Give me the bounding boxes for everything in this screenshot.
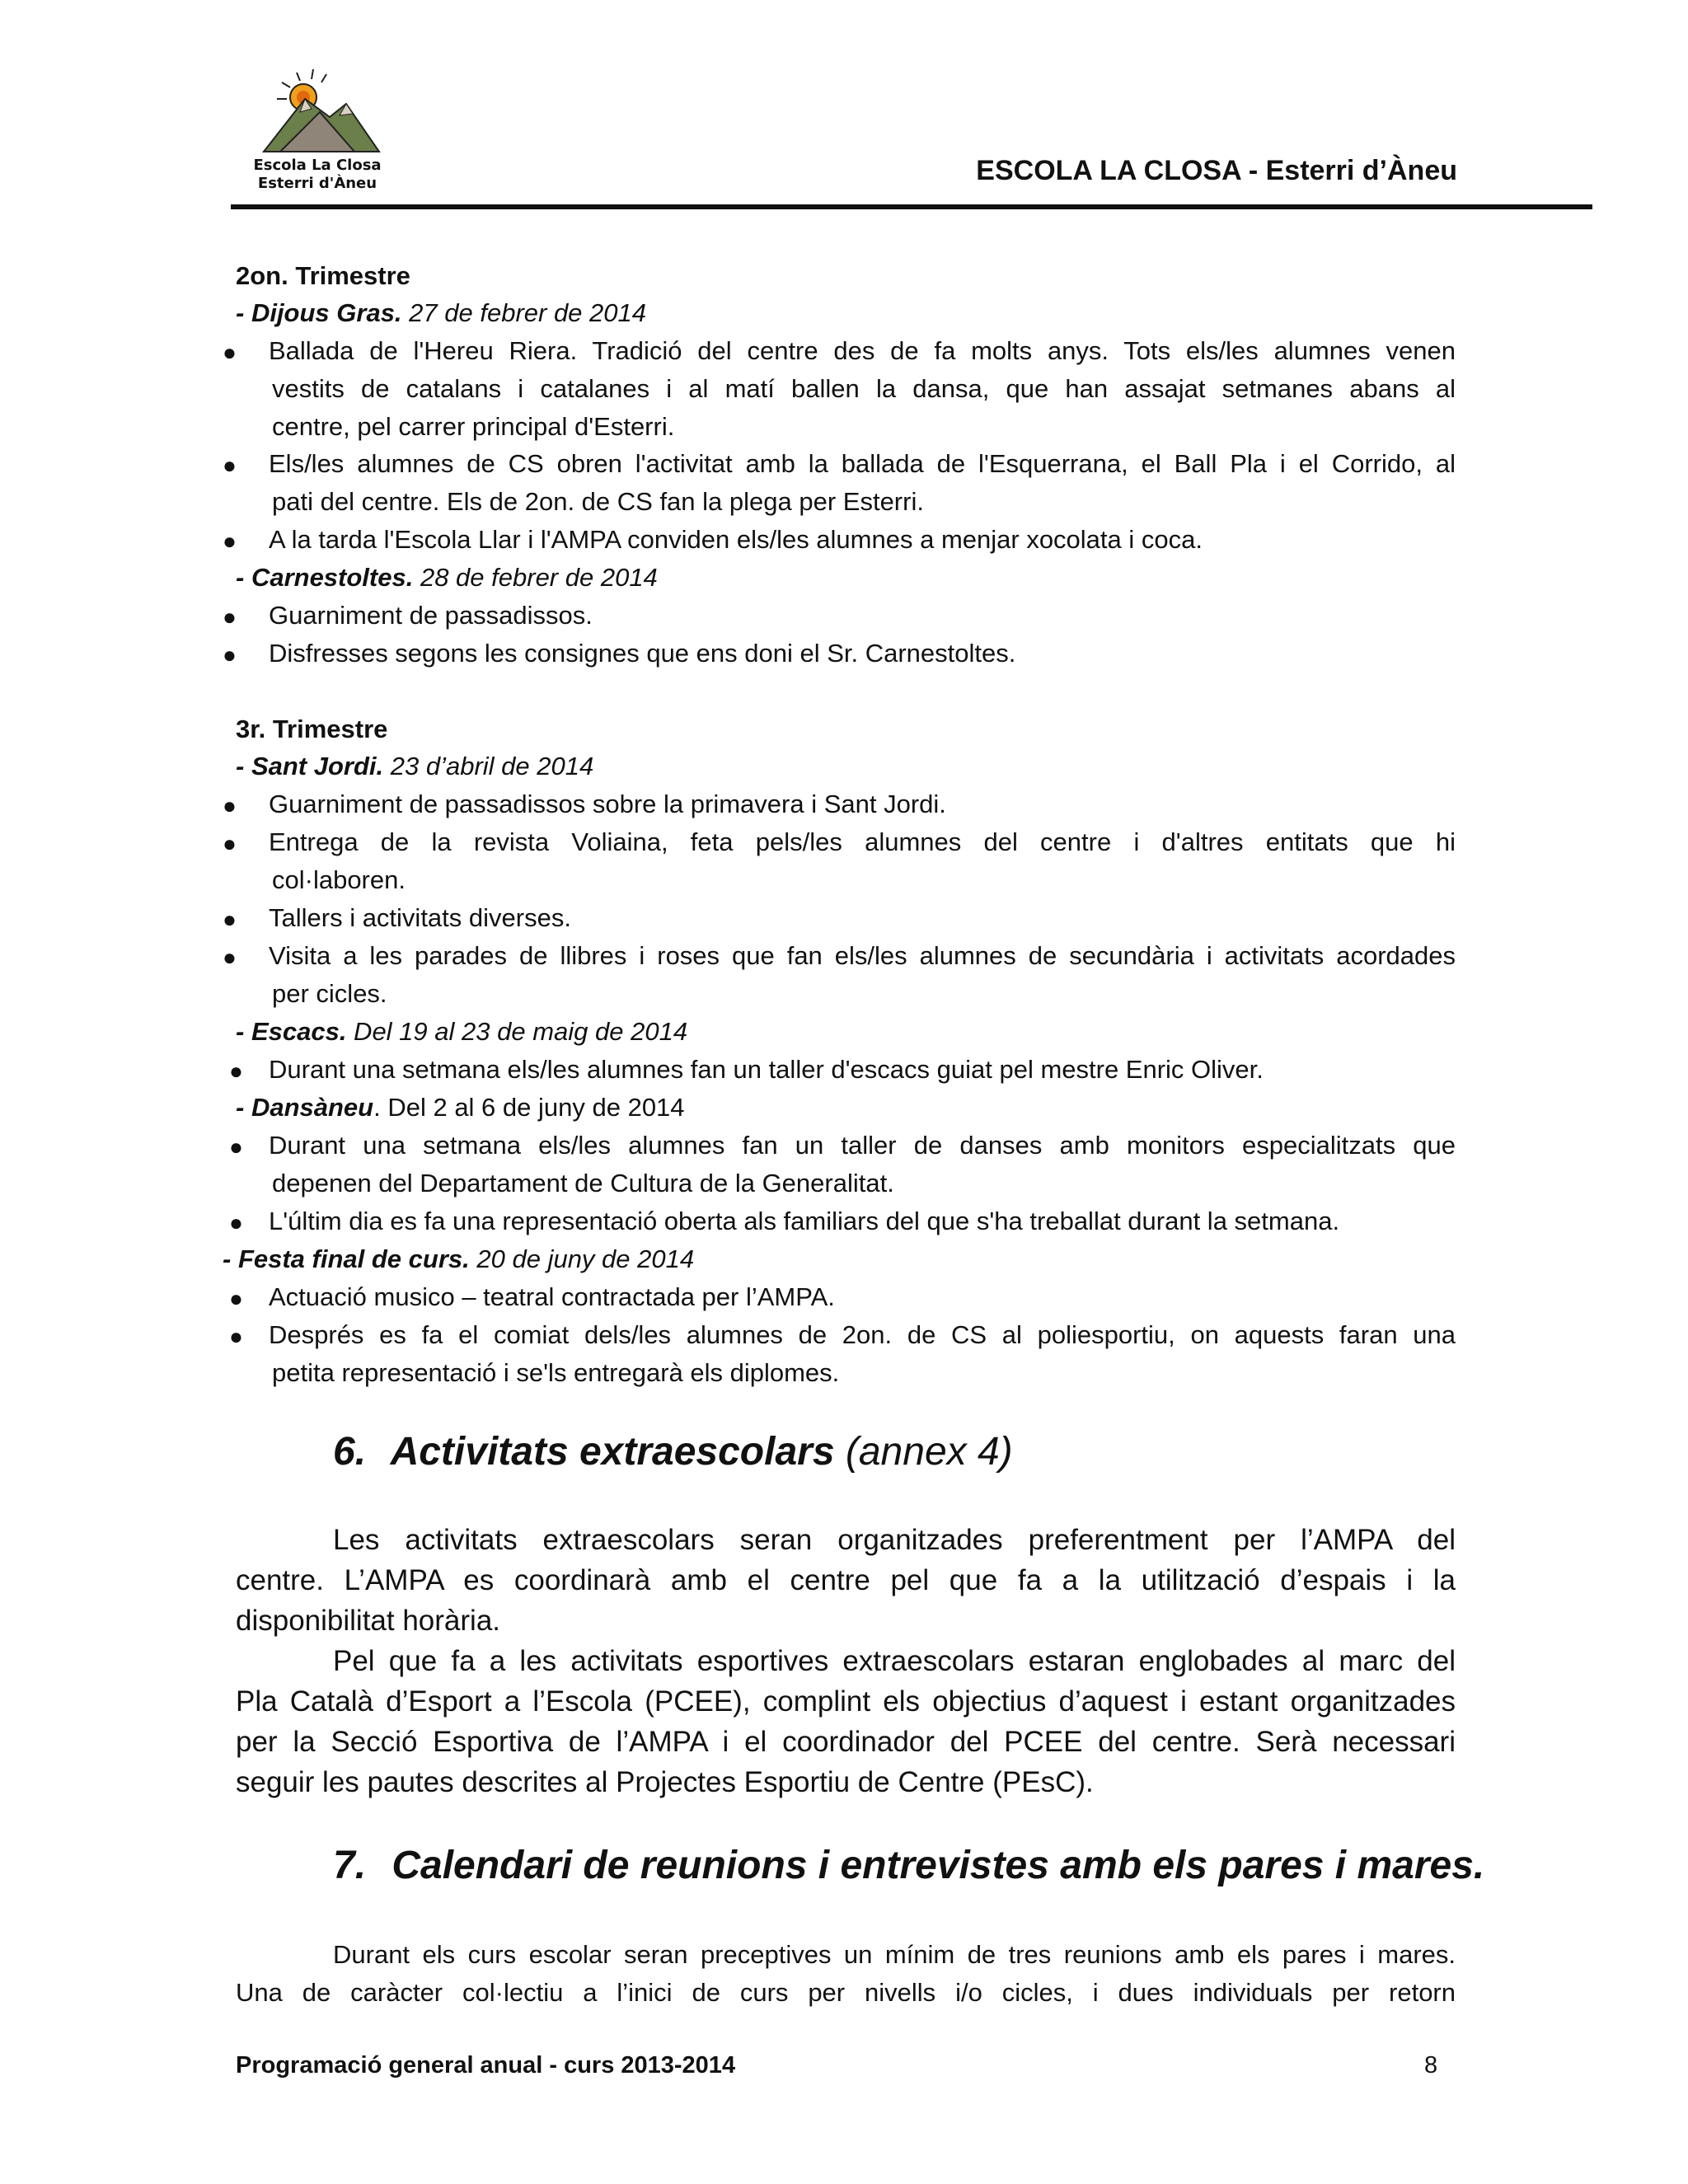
list-item: [269, 1051, 1456, 1089]
list-item: [269, 899, 1456, 937]
header-divider: [231, 204, 1592, 209]
section-6-heading: [333, 1429, 1013, 1474]
bullet-icon: ●: [223, 340, 237, 365]
event-prefix: -: [236, 298, 251, 327]
section-6-paragraph-2: [236, 1641, 1456, 1802]
header-title: ESCOLA LA CLOSA - Esterri d’Àneu: [976, 155, 1457, 186]
list-item: [269, 521, 1456, 559]
event-date: 28 de febrer de 2014: [413, 563, 658, 592]
event-name: Carnestoltes.: [251, 563, 414, 592]
event-name: Escacs.: [251, 1017, 347, 1046]
item-line: Actuació musico – teatral contractada per l’AMPA.: [269, 1282, 835, 1311]
item-line: depenen del Departament de Cultura de la Generalitat.: [272, 1169, 894, 1197]
bullet-icon: ●: [223, 642, 237, 668]
list-item: [269, 635, 1456, 673]
event-date: . Del 2 al 6 de juny de 2014: [373, 1093, 685, 1122]
item-line: Durant una setmana els/les alumnes fan un taller d'escacs guiat pel mestre Enric Oliver.: [269, 1055, 1264, 1084]
event-name: Dansàneu: [251, 1093, 374, 1122]
item-line: col·laboren.: [272, 865, 406, 894]
trimestre3-heading: 3r. Trimestre: [236, 715, 388, 743]
bullet-icon: ●: [223, 528, 237, 554]
list-item: [269, 785, 1456, 823]
item-line: petita representació i se'ls entregarà els diplomes.: [272, 1358, 840, 1387]
bullet-icon: ●: [229, 1134, 243, 1160]
event-prefix: -: [236, 1093, 251, 1122]
bullet-icon: ●: [229, 1058, 243, 1084]
list-item: [269, 1316, 1456, 1392]
item-line: Disfresses segons les consignes que ens doni el Sr. Carnestoltes.: [269, 639, 1016, 668]
item-line: Guarniment de passadissos sobre la primavera i Sant Jordi.: [269, 790, 946, 818]
section-number: 7.: [333, 1844, 367, 1887]
event-escacs: [236, 1013, 1456, 1051]
item-line: Els/les alumnes de CS obren l'activitat amb la ballada de l'Esquerrana, el Ball Pla i el Corrido, al: [269, 449, 1456, 478]
para-line: Pla Català d’Esport a l’Escola (PCEE), complint els objectius d’aquest i estant organitzades: [236, 1685, 1456, 1718]
item-line: A la tarda l'Escola Llar i l'AMPA conviden els/les alumnes a menjar xocolata i coca.: [269, 525, 1203, 554]
bullet-icon: ●: [223, 944, 237, 970]
bullet-icon: ●: [223, 604, 237, 630]
bullet-icon: ●: [223, 452, 237, 478]
section-title: Calendari de reunions i entrevistes amb els pares i mares.: [392, 1844, 1485, 1887]
bullet-icon: ●: [229, 1286, 243, 1311]
section-7-paragraph: [236, 1936, 1456, 2012]
page-number: 8: [1424, 2052, 1438, 2079]
para-line: per la Secció Esportiva de l’AMPA i el coordinador del PCEE del centre. Serà necessari: [236, 1726, 1456, 1758]
event-sant-jordi: [236, 748, 1456, 785]
bullet-icon: ●: [229, 1210, 243, 1235]
event-carnestoltes: [236, 559, 1456, 597]
trimestre2-heading: 2on. Trimestre: [236, 261, 410, 290]
para-line: Pel que fa a les activitats esportives extraescolars estaran englobades al marc del: [333, 1645, 1456, 1677]
logo-text: [247, 157, 387, 193]
para-line: disponibilitat horària.: [236, 1605, 501, 1637]
item-line: Tallers i activitats diverses.: [269, 903, 571, 932]
item-line: pati del centre. Els de 2on. de CS fan la plega per Esterri.: [272, 487, 924, 516]
item-line: centre, pel carrer principal d'Esterri.: [272, 412, 675, 441]
para-line: Durant els curs escolar seran preceptives un mínim de tres reunions amb els pares i mares.: [333, 1940, 1456, 1969]
item-line: Guarniment de passadissos.: [269, 601, 593, 630]
bullet-icon: ●: [223, 793, 237, 818]
list-item: [269, 1202, 1456, 1240]
event-festa-final: [223, 1240, 1442, 1278]
event-prefix: -: [236, 563, 251, 592]
item-line: L'últim dia es fa una representació oberta als familiars del que s'ha treballat durant la setmana.: [269, 1207, 1340, 1235]
para-line: seguir les pautes descrites al Projectes Esportiu de Centre (PEsC).: [236, 1766, 1094, 1798]
item-line: Durant una setmana els/les alumnes fan un taller de danses amb monitors especialitzats que: [269, 1131, 1456, 1160]
event-date: 20 de juny de 2014: [469, 1244, 695, 1273]
bullet-icon: ●: [223, 831, 237, 856]
list-item: [269, 937, 1456, 1013]
logo-text-line1: Escola La Closa: [253, 157, 382, 174]
footer-title: Programació general anual - curs 2013-2014: [236, 2052, 736, 2079]
event-date: 27 de febrer de 2014: [401, 298, 646, 327]
item-line: Després es fa el comiat dels/les alumnes de 2on. de CS al poliesportiu, on aquests faran una: [269, 1320, 1456, 1349]
bullet-icon: ●: [229, 1324, 243, 1349]
section-number: 6.: [333, 1430, 367, 1474]
event-date: 23 d’abril de 2014: [383, 752, 594, 780]
section-annex: (annex 4): [834, 1430, 1013, 1474]
list-item: [269, 597, 1456, 635]
section-7-heading: [333, 1843, 1484, 1888]
event-name: Festa final de curs.: [237, 1244, 470, 1273]
list-item: [269, 332, 1456, 446]
para-line: Les activitats extraescolars seran organitzades preferentment per l’AMPA del: [333, 1524, 1456, 1556]
logo-text-line2: Esterri d'Àneu: [257, 175, 377, 192]
list-item: [269, 445, 1456, 521]
bullet-icon: ●: [223, 907, 237, 932]
event-dansaneu: [236, 1089, 1456, 1127]
event-prefix: -: [236, 1017, 251, 1046]
event-prefix: -: [236, 752, 251, 780]
item-line: Visita a les parades de llibres i roses que fan els/les alumnes de secundària i activitats acordades: [269, 941, 1456, 970]
event-date: Del 19 al 23 de maig de 2014: [346, 1017, 688, 1046]
item-line: Entrega de la revista Voliaina, feta pels/les alumnes del centre i d'altres entitats que hi: [269, 827, 1456, 856]
list-item: [269, 823, 1456, 899]
item-line: per cicles.: [272, 979, 387, 1008]
list-item: [269, 1278, 1456, 1316]
para-line: centre. L’AMPA es coordinarà amb el centre pel que fa a la utilització d’espais i la: [236, 1564, 1456, 1596]
event-prefix: -: [223, 1244, 238, 1273]
event-name: Sant Jordi.: [251, 752, 384, 780]
section-6-paragraph-1: [236, 1520, 1456, 1641]
para-line: Una de caràcter col·lectiu a l’inici de curs per nivells i/o cicles, i dues individuals per retorn: [236, 1978, 1456, 2007]
item-line: vestits de catalans i catalanes i al matí ballen la dansa, que han assajat setmanes abans al: [272, 374, 1456, 403]
event-name: Dijous Gras.: [251, 298, 402, 327]
section-title: Activitats extraescolars: [390, 1430, 835, 1474]
list-item: [269, 1127, 1456, 1202]
event-dijous-gras: [236, 294, 1456, 332]
item-line: Ballada de l'Hereu Riera. Tradició del centre des de fa molts anys. Tots els/les alumnes venen: [269, 336, 1456, 365]
